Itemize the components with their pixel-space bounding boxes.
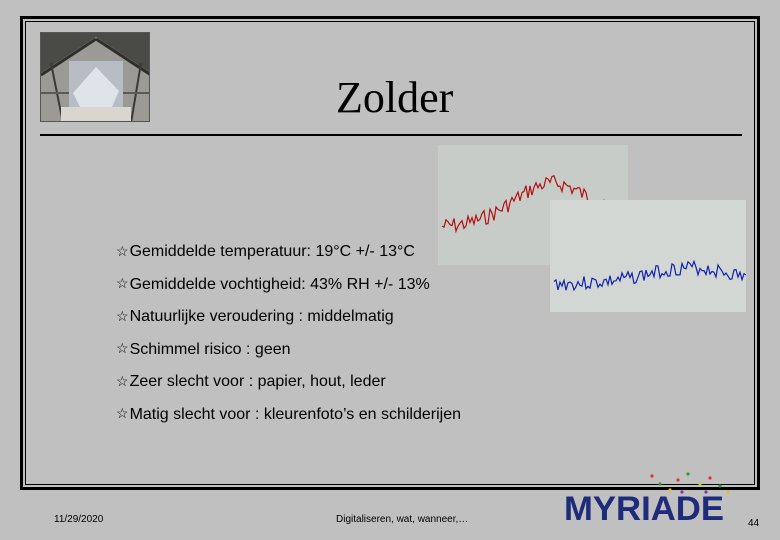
humidity-line xyxy=(554,261,746,290)
bullet-text: Zeer slecht voor : papier, hout, leder xyxy=(129,373,386,391)
star-icon: ☆ xyxy=(116,275,129,292)
humidity-chart-image xyxy=(550,200,746,312)
bullet-text: Gemiddelde vochtigheid: 43% RH +/- 13% xyxy=(129,275,430,293)
slide-number: 44 xyxy=(748,518,760,529)
bullet-list xyxy=(116,236,461,431)
bullet-item xyxy=(116,366,461,399)
title-underline xyxy=(40,134,742,136)
bullet-text: Schimmel risico : geen xyxy=(129,340,291,358)
bullet-item xyxy=(116,236,461,269)
footer-center-text: Digitaliseren, wat, wanneer,… xyxy=(336,514,469,525)
footer-date: 11/29/2020 xyxy=(54,514,104,525)
bullet-text: Matig slecht voor : kleurenfoto’s en schilderijen xyxy=(129,405,461,423)
bullet-text: Gemiddelde temperatuur: 19°C +/- 13°C xyxy=(129,243,415,261)
attic-photo xyxy=(40,32,150,122)
star-icon: ☆ xyxy=(116,372,129,389)
bullet-item xyxy=(116,301,461,334)
bullet-text: Natuurlijke veroudering : middelmatig xyxy=(129,308,394,326)
slide-title: Zolder xyxy=(336,73,454,122)
star-icon: ☆ xyxy=(116,340,129,357)
bullet-item xyxy=(116,334,461,367)
svg-text:MYRIADE: MYRIADE xyxy=(564,490,724,528)
star-icon: ☆ xyxy=(116,405,129,422)
bullet-item xyxy=(116,399,461,432)
star-icon: ☆ xyxy=(116,307,129,324)
star-icon: ☆ xyxy=(116,242,129,259)
myriade-logo xyxy=(560,470,735,528)
bullet-item xyxy=(116,269,461,302)
